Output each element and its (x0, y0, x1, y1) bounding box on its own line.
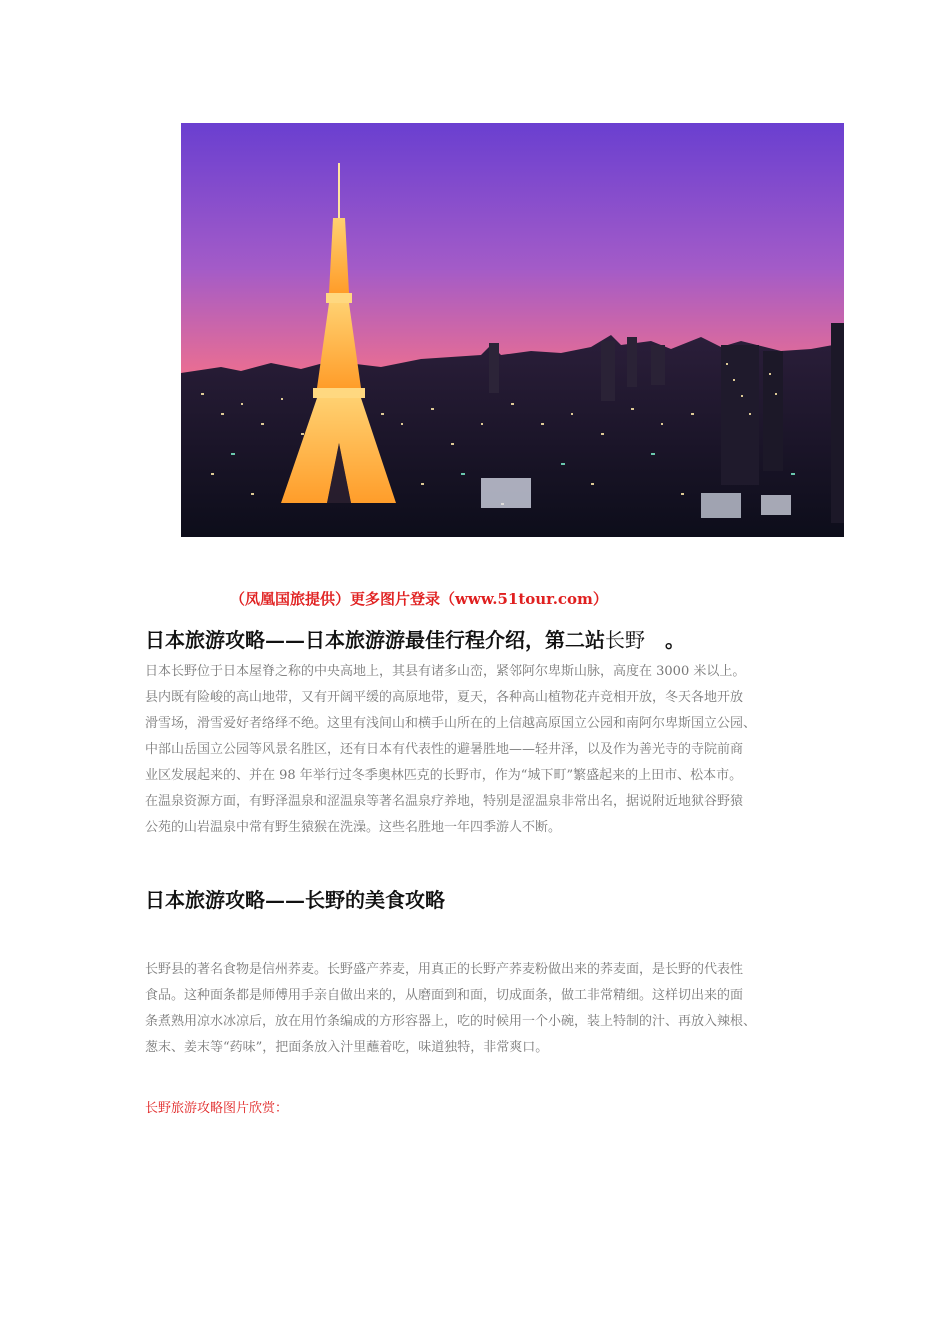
paragraph-line: 日本长野位于日本屋脊之称的中央高地上，其县有诸多山峦，紧邻阿尔卑斯山脉，高度在 3000 米以上。 (145, 664, 746, 679)
section-title-itinerary-place: 长野 (605, 628, 645, 652)
paragraph-line: 中部山岳国立公园等风景名胜区，还有日本有代表性的避暑胜地——轻井泽，以及作为善光寺的寺院前商 (145, 742, 744, 757)
paragraph-line: 业区发展起来的、并在 98 年举行过冬季奥林匹克的长野市，作为“城下町”繁盛起来的上田市、松本市。 (145, 768, 743, 783)
paragraph-line: 滑雪场，滑雪爱好者络绎不绝。这里有浅间山和横手山所在的上信越高原国立公园和南阿尔卑斯国立公园、 (145, 716, 757, 731)
paragraph-line: 在温泉资源方面，有野泽温泉和涩温泉等著名温泉疗养地，特别是涩温泉非常出名，据说附近地狱谷野猿 (145, 794, 744, 809)
paragraph-line: 食品。这种面条都是师傅用手亲自做出来的，从磨面到和面，切成面条，做工非常精细。这样切出来的面 (145, 988, 744, 1003)
paragraph-line: 长野县的著名食物是信州荞麦。长野盛产荞麦，用真正的长野产荞麦粉做出来的荞麦面，是长野的代表性 (145, 962, 744, 977)
food-paragraph (145, 957, 825, 1061)
paragraph-line: 公苑的山岩温泉中常有野生猿猴在洗澡。这些名胜地一年四季游人不断。 (145, 820, 562, 835)
section-title-itinerary-end: 。 (645, 628, 685, 652)
paragraph-line: 县内既有险峻的高山地带，又有开阔平缓的高原地带，夏天，各种高山植物花卉竞相开放，冬天各地开放 (145, 690, 744, 705)
paragraph-line: 葱末、姜末等“药味”，把面条放入汁里蘸着吃，味道独特，非常爽口。 (145, 1040, 549, 1055)
section-title-itinerary (145, 624, 685, 653)
section-title-food: 日本旅游攻略——长野的美食攻略 (145, 888, 445, 912)
paragraph-line: 条煮熟用凉水冰凉后，放在用竹条编成的方形容器上，吃的时候用一个小碗，装上特制的汁、再放入辣根、 (145, 1014, 757, 1029)
gallery-label: 长野旅游攻略图片欣赏： (145, 1101, 289, 1116)
section-title-itinerary-bold: 日本旅游攻略——日本旅游游最佳行程介绍，第二站 (145, 628, 605, 652)
tokyo-tower-night-photo (181, 123, 844, 537)
itinerary-paragraph (145, 659, 825, 841)
photo-credit: （凤凰国旅提供）更多图片登录（www.51tour.com） (230, 590, 608, 608)
